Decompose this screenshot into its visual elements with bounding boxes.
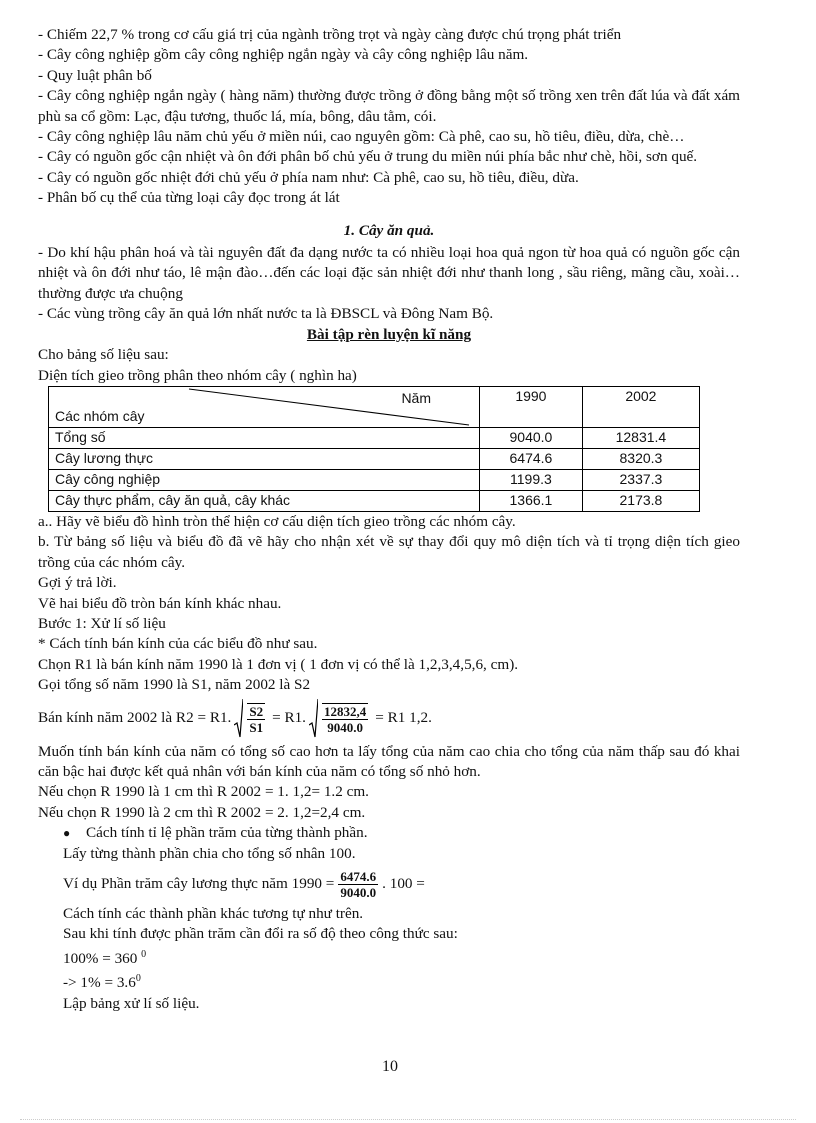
- fraction-numerator: S2: [249, 703, 264, 719]
- row-label: Tổng số: [49, 427, 480, 448]
- answer-line: * Cách tính bán kính của các biểu đồ như sau.: [38, 635, 318, 653]
- fraction-numerator: 6474.6: [340, 868, 377, 884]
- intro-line: - Cây công nghiệp lâu năm chủ yếu ở miền núi, cao nguyên gồm: Cà phê, cao su, hồ tiêu, điều, dừa, chè…: [38, 128, 685, 146]
- section-line: - Các vùng trồng cây ăn quả lớn nhất nước ta là ĐBSCL và Đông Nam Bộ.: [38, 305, 494, 323]
- example-fraction: [338, 869, 378, 900]
- fraction-denominator: 9040.0: [340, 884, 377, 900]
- table-header-row: [49, 386, 700, 427]
- value-cell: 9040.0: [480, 427, 583, 448]
- table-intro: Cho bảng số liệu sau:: [38, 346, 169, 364]
- formula-mid: = R1.: [272, 709, 306, 727]
- value-cell: 12831.4: [582, 427, 699, 448]
- value-cell: 2337.3: [582, 469, 699, 490]
- fraction-denominator: S1: [249, 719, 264, 735]
- table-row: [49, 490, 700, 511]
- explanation-line: Muốn tính bán kính của năm có tổng số cao hơn ta lấy tổng của năm cao chia cho tổng của năm thấp sau đó khai căn bậc hai được kết quả nhân với bán kính của năm có tổng số nhỏ hơn.: [38, 742, 740, 780]
- intro-line: - Cây công nghiệp ngắn ngày ( hàng năm) thường được trồng ở đồng bằng một số trồng xen trên đất lúa và đất xám phù sa cổ gồm: Lạc, đậu tương, thuốc lá, mía, bông, dâu tằm, cói.: [38, 87, 740, 125]
- answer-line: Bước 1: Xử lí số liệu: [38, 614, 166, 632]
- example-prefix: Ví dụ Phần trăm cây lương thực năm 1990 =: [63, 874, 335, 892]
- page-number: 10: [382, 1058, 398, 1075]
- table-row: [49, 427, 700, 448]
- intro-line: - Phân bố cụ thể của từng loại cây đọc trong át lát: [38, 189, 340, 207]
- exercise-title: Bài tập rèn luyện kĩ năng: [306, 325, 472, 343]
- section-heading: 1. Cây ăn quả.: [343, 221, 435, 239]
- year-header-cell: 2002: [582, 386, 699, 427]
- degree-superscript: 0: [141, 948, 147, 960]
- sqrt-symbol: [309, 699, 372, 739]
- value-cell: 1366.1: [480, 490, 583, 511]
- final-line: Lập bảng xử lí số liệu.: [63, 994, 200, 1012]
- degree-text: -> 1% = 3.6: [63, 974, 136, 992]
- year-header-cell: 1990: [480, 386, 583, 427]
- bullet-text: Cách tính tỉ lệ phần trăm của từng thành phần.: [86, 824, 368, 842]
- degree-formula: [38, 945, 740, 969]
- intro-line: - Chiếm 22,7 % trong cơ cấu giá trị của ngành trồng trọt và ngày càng được chú trọng phát triển: [38, 26, 622, 43]
- bullet-item: [38, 823, 740, 843]
- value-cell: 6474.6: [480, 448, 583, 469]
- fraction-numerator: 12832,4: [323, 703, 367, 719]
- table-row: [49, 448, 700, 469]
- value-cell: 8320.3: [582, 448, 699, 469]
- degree-text: 100% = 360: [63, 949, 138, 967]
- s-fraction: [247, 703, 265, 735]
- sqrt-symbol: [234, 699, 269, 739]
- closing-line: Sau khi tính được phần trăm cần đổi ra số độ theo công thức sau:: [63, 925, 458, 943]
- table-row: [49, 469, 700, 490]
- answer-line: Gợi ý trả lời.: [38, 574, 117, 592]
- percent-intro: Lấy từng thành phần chia cho tổng số nhân 100.: [63, 844, 356, 862]
- data-table: [48, 386, 700, 512]
- bullet-icon: ●: [63, 826, 71, 841]
- row-label: Cây lương thực: [49, 448, 480, 469]
- row-label: Cây thực phẩm, cây ăn quả, cây khác: [49, 490, 480, 511]
- question-line: a.. Hãy vẽ biểu đồ hình tròn thể hiện cơ cấu diện tích gieo trồng các nhóm cây.: [38, 512, 516, 530]
- formula-suffix: = R1 1,2.: [375, 709, 432, 727]
- fraction-denominator: 9040.0: [327, 719, 363, 735]
- percent-formula: [38, 864, 740, 904]
- table-caption: Diện tích gieo trồng phân theo nhóm cây ( nghìn ha): [38, 366, 357, 384]
- intro-line: - Cây có nguồn gốc nhiệt đới chủ yếu ở phía nam như: Cà phê, cao su, hồ tiêu, điều, dừa.: [38, 168, 579, 186]
- explanation-line: Nếu chọn R 1990 là 2 cm thì R 2002 = 2. 1,2=2,4 cm.: [38, 803, 366, 821]
- explanation-line: Nếu chọn R 1990 là 1 cm thì R 2002 = 1. 1,2= 1.2 cm.: [38, 783, 369, 801]
- year-header-label: Năm: [401, 389, 431, 406]
- answer-line: Gọi tổng số năm 1990 là S1, năm 2002 là S2: [38, 676, 311, 694]
- value-cell: 1199.3: [480, 469, 583, 490]
- page-divider: [20, 1119, 796, 1120]
- value-cell: 2173.8: [582, 490, 699, 511]
- closing-line: Cách tính các thành phần khác tương tự như trên.: [63, 905, 364, 922]
- document-page: [38, 25, 740, 1014]
- answer-line: Chọn R1 là bán kính năm 1990 là 1 đơn vị ( 1 đơn vị có thể là 1,2,3,4,5,6, cm).: [38, 655, 519, 673]
- formula-prefix: Bán kính năm 2002 là R2 = R1.: [38, 709, 232, 727]
- section-line: - Do khí hậu phân hoá và tài nguyên đất đa dạng nước ta có nhiều loại hoa quả ngon từ hoa quả có nguồn gốc cận nhiệt và ôn đới như táo, lê mận đào…đến các loại đặc sản nhiệt đới như thanh long , sầu riêng, mãng cầu, xoài…thường được ưa chuộng: [38, 244, 740, 302]
- answer-line: Vẽ hai biểu đồ tròn bán kính khác nhau.: [38, 594, 282, 612]
- row-label: Cây công nghiệp: [49, 469, 480, 490]
- number-fraction: [322, 703, 368, 735]
- question-line: b. Từ bảng số liệu và biểu đồ đã vẽ hãy cho nhận xét về sự thay đổi quy mô diện tích và tỉ trọng diện tích gieo trồng của các nhóm cây.: [38, 533, 740, 571]
- intro-line: - Quy luật phân bố: [38, 66, 152, 84]
- example-suffix: . 100 =: [382, 874, 425, 892]
- radius-formula: [38, 696, 740, 742]
- degree-formula: [38, 969, 740, 993]
- intro-line: - Cây công nghiệp gồm cây công nghiệp ngắn ngày và cây công nghiệp lâu năm.: [38, 46, 529, 64]
- degree-superscript: 0: [135, 973, 141, 985]
- corner-header-cell: [49, 386, 480, 427]
- group-header-label: Các nhóm cây: [55, 407, 145, 424]
- intro-line: - Cây có nguồn gốc cận nhiệt và ôn đới phân bố chủ yếu ở trung du miền núi phía bắc như chè, hồi, sơn quế.: [38, 148, 698, 166]
